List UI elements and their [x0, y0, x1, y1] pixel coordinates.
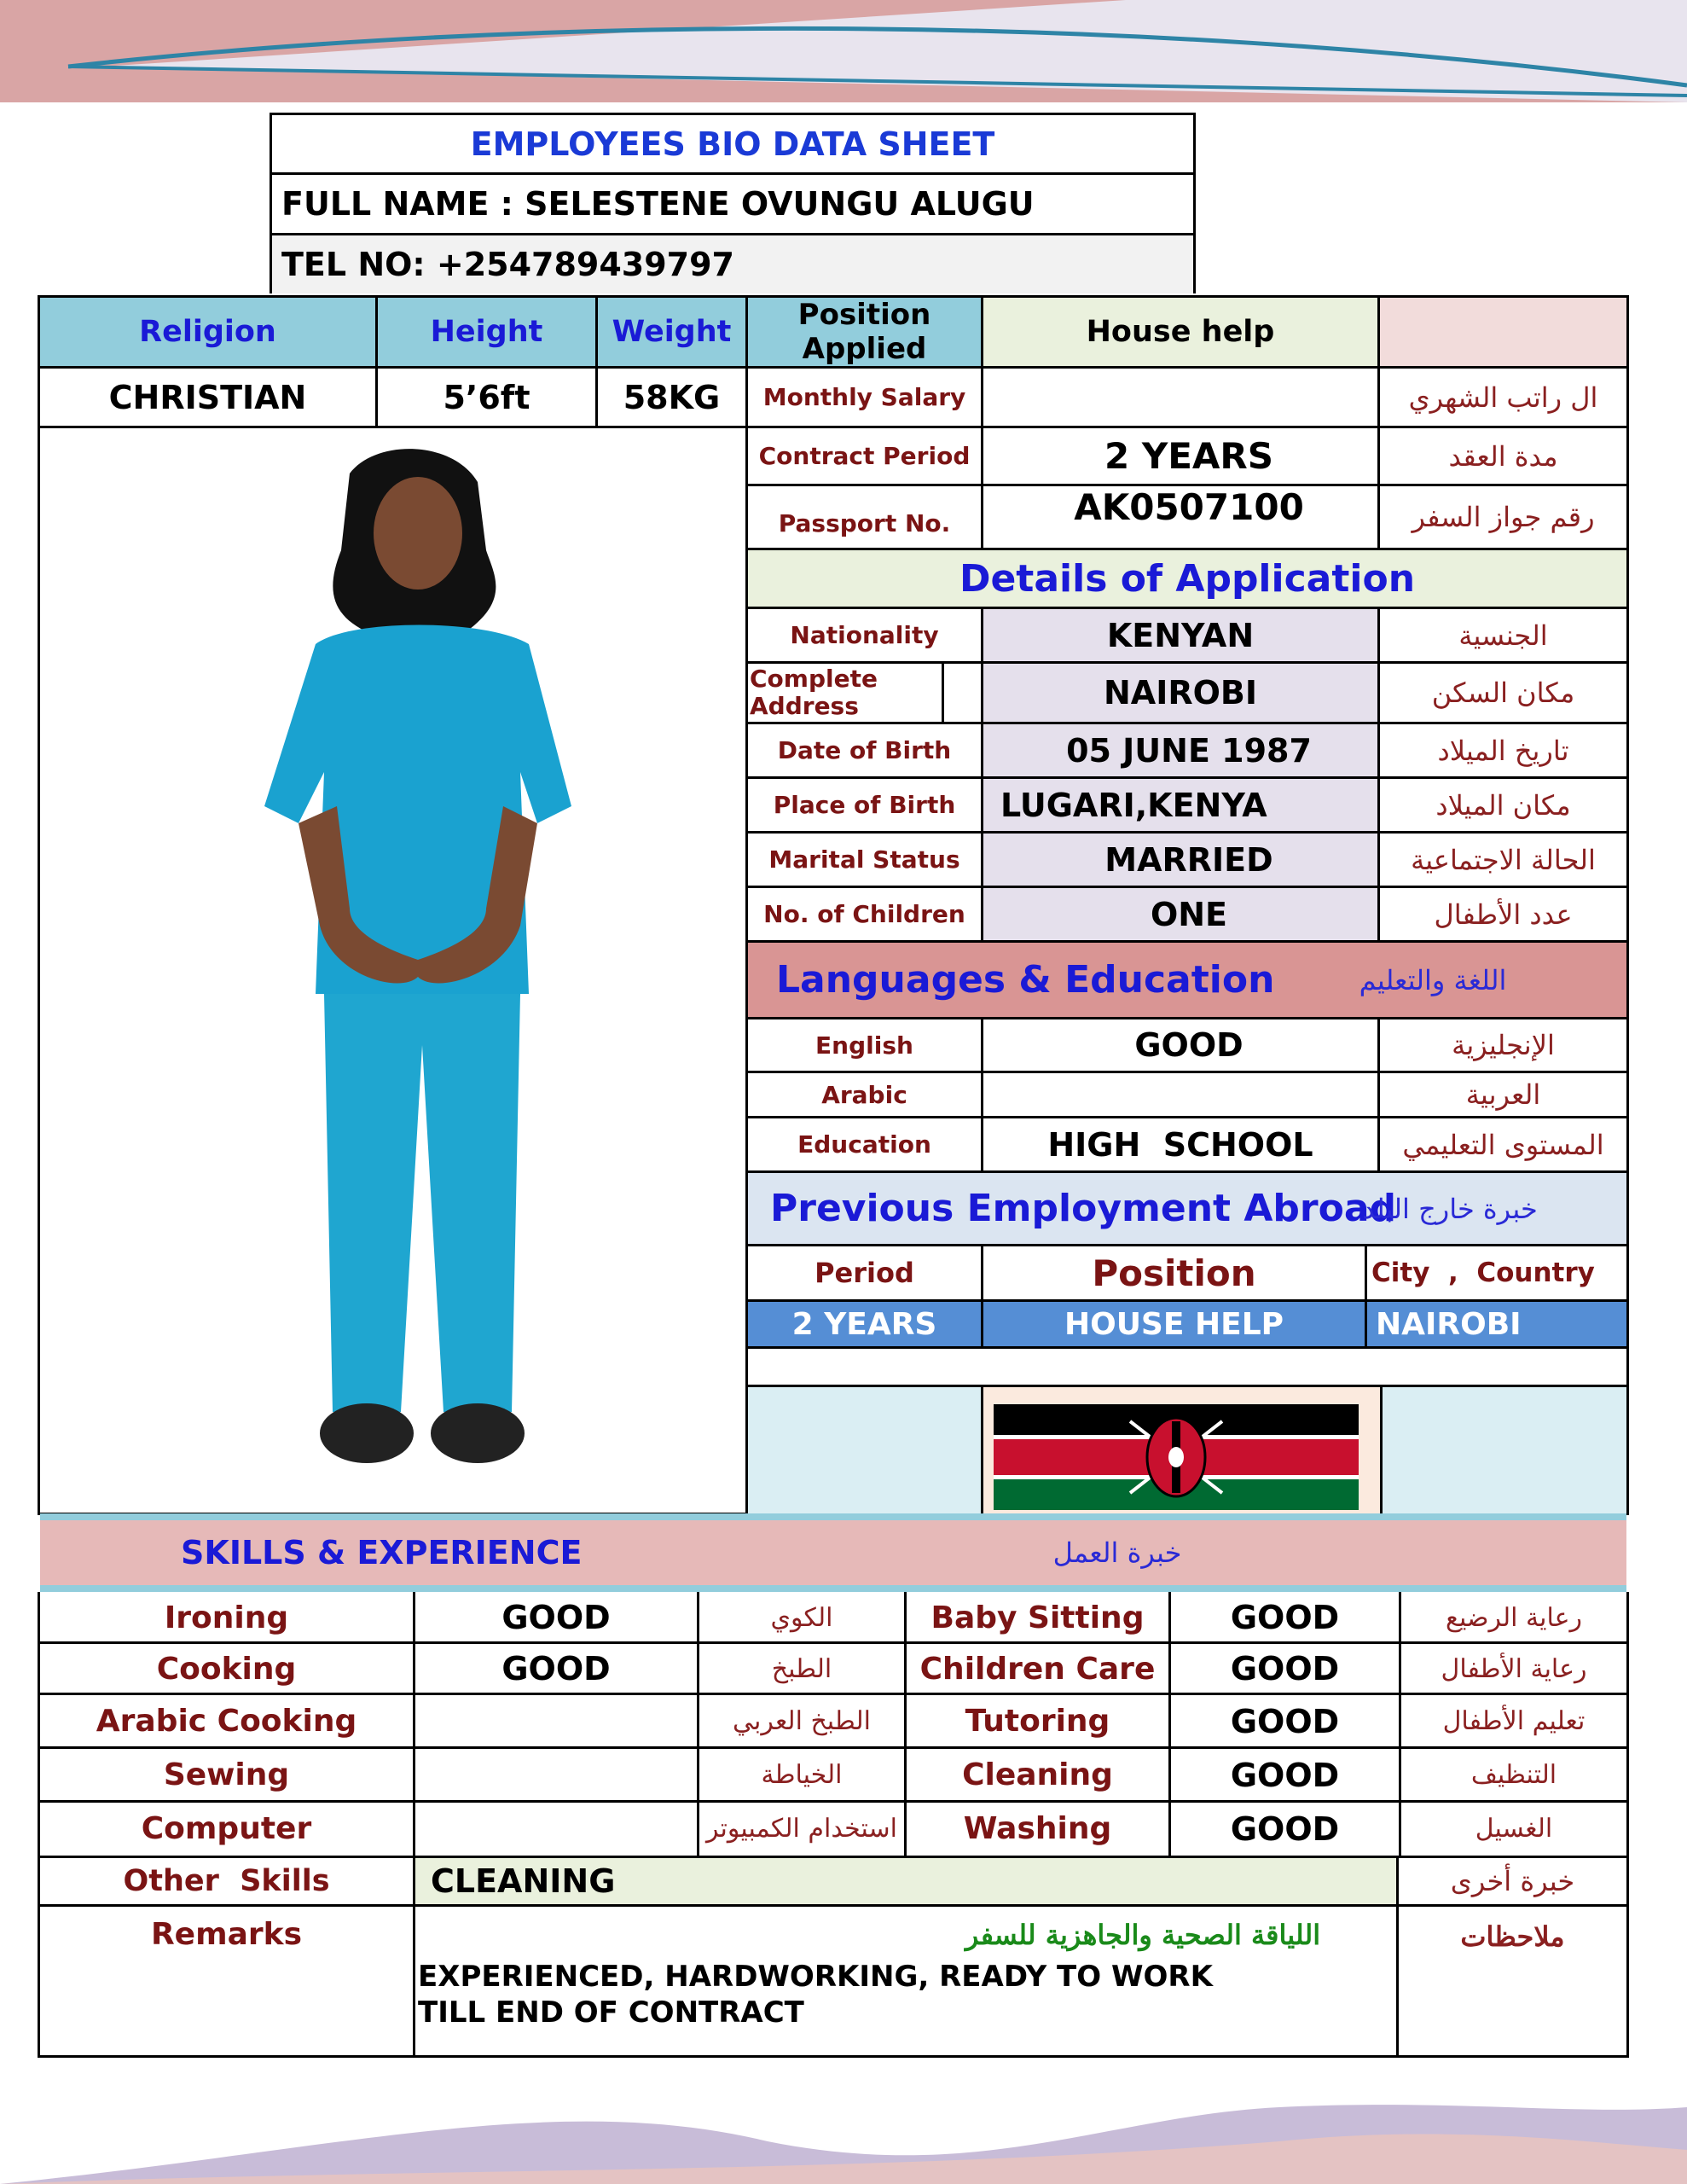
position-arabic-blank	[1380, 298, 1626, 366]
contract-arabic: مدة العقد	[1448, 439, 1558, 473]
skill-right-1: Children Care	[907, 1643, 1171, 1694]
skill-right-ar-0: رعاية الرضيع	[1445, 1602, 1583, 1633]
english-value: GOOD	[983, 1019, 1380, 1071]
flag-row-right	[1380, 1387, 1626, 1515]
period-label: Period	[748, 1246, 983, 1299]
skill-right-val-1: GOOD	[1171, 1643, 1401, 1694]
remarks-text: EXPERIENCED, HARDWORKING, READY TO WORK TILL END OF CONTRACT	[418, 1960, 1213, 2030]
skill-left-ar-3: الخياطة	[699, 1748, 907, 1802]
address-label: Complete Address	[748, 664, 944, 722]
contract-label: Contract Period	[748, 428, 983, 484]
details-title: Details of Application	[748, 550, 1626, 607]
children-label: No. of Children	[748, 888, 983, 940]
emp-position-label: Position	[983, 1246, 1367, 1299]
top-wave-decoration	[0, 0, 1687, 107]
skill-left-ar-0: الكوي	[699, 1592, 907, 1643]
contract-value: 2 YEARS	[983, 428, 1380, 484]
emp-position-value: HOUSE HELP	[983, 1302, 1367, 1346]
passport-value: AK0507100	[983, 486, 1380, 548]
telephone: TEL NO: +254789439797	[272, 235, 1193, 293]
education-arabic: المستوى التعليمي	[1402, 1128, 1604, 1161]
skill-right-val-0: GOOD	[1171, 1592, 1401, 1643]
skill-left-4: Computer	[40, 1802, 415, 1856]
dob-arabic: تاريخ الميلاد	[1437, 734, 1569, 767]
marital-label: Marital Status	[748, 834, 983, 886]
height-label: Height	[378, 298, 598, 366]
languages-title-arabic: اللغة والتعليم	[1359, 963, 1507, 996]
pob-arabic: مكان الميلاد	[1435, 788, 1571, 822]
city-country-label: City , Country	[1371, 1258, 1595, 1288]
skill-right-val-4: GOOD	[1171, 1802, 1401, 1856]
remarks-arabic: ملاحظات	[1460, 1920, 1565, 1953]
position-label: Position Applied	[748, 298, 983, 366]
salary-label: Monthly Salary	[748, 369, 983, 426]
skill-left-val-3	[415, 1748, 699, 1802]
skill-right-val-2: GOOD	[1171, 1694, 1401, 1748]
skill-right-ar-2: تعليم الأطفال	[1442, 1706, 1586, 1736]
dob-value: 05 JUNE 1987	[983, 724, 1380, 776]
skill-right-ar-3: التنظيف	[1470, 1760, 1557, 1790]
other-skills-label: Other Skills	[40, 1858, 415, 1904]
children-value: ONE	[983, 888, 1380, 940]
flag-row-left	[748, 1387, 983, 1515]
salary-arabic: ال راتب الشهري	[1408, 380, 1598, 414]
education-label: Education	[748, 1118, 983, 1170]
other-skills-value: CLEANING	[415, 1858, 1399, 1904]
address-value: NAIROBI	[983, 664, 1380, 722]
full-name: FULL NAME : SELESTENE OVUNGU ALUGU	[281, 185, 1035, 223]
skill-left-0: Ironing	[40, 1592, 415, 1643]
employment-title-arabic: خبرة خارج البلد	[1362, 1192, 1538, 1225]
skill-left-val-1: GOOD	[415, 1643, 699, 1694]
skill-left-val-0: GOOD	[415, 1592, 699, 1643]
period-value: 2 YEARS	[748, 1302, 983, 1346]
pob-label: Place of Birth	[748, 779, 983, 831]
skill-left-ar-2: الطبخ العربي	[699, 1694, 907, 1748]
skill-right-3: Cleaning	[907, 1748, 1171, 1802]
remarks-label: Remarks	[40, 1907, 415, 2058]
height-value: 5’6ft	[378, 369, 598, 426]
religion-label: Religion	[40, 298, 378, 366]
children-arabic: عدد الأطفال	[1434, 897, 1573, 931]
skill-left-val-4	[415, 1802, 699, 1856]
english-label: English	[748, 1019, 983, 1071]
skill-right-4: Washing	[907, 1802, 1171, 1856]
weight-value: 58KG	[598, 369, 748, 426]
passport-arabic: رقم جواز السفر	[1412, 501, 1595, 533]
skill-left-2: Arabic Cooking	[40, 1694, 415, 1748]
education-value: HIGH SCHOOL	[983, 1118, 1380, 1170]
employment-title: Previous Employment Abroad	[770, 1187, 1397, 1230]
skill-right-2: Tutoring	[907, 1694, 1171, 1748]
nationality-label: Nationality	[748, 609, 983, 661]
religion-value: CHRISTIAN	[40, 369, 378, 426]
position-value: House help	[983, 298, 1380, 366]
city-value: NAIROBI	[1367, 1302, 1626, 1346]
nationality-value: KENYAN	[983, 609, 1380, 661]
skill-right-val-3: GOOD	[1171, 1748, 1401, 1802]
address-arabic: مكان السكن	[1431, 677, 1575, 709]
languages-title: Languages & Education	[776, 958, 1275, 1002]
dob-label: Date of Birth	[748, 724, 983, 776]
arabic-label: Arabic	[748, 1073, 983, 1116]
skill-left-3: Sewing	[40, 1748, 415, 1802]
marital-arabic: الحالة الاجتماعية	[1411, 843, 1596, 876]
bottom-wave-decoration	[0, 2090, 1687, 2184]
skill-left-val-2	[415, 1694, 699, 1748]
remarks-green-arabic: اللياقة الصحية والجاهزية للسفر	[965, 1918, 1321, 1951]
pob-value: LUGARI,KENYA	[983, 779, 1380, 831]
marital-value: MARRIED	[983, 834, 1380, 886]
arabic-arabic: العربية	[1465, 1078, 1541, 1111]
skills-top-bar	[40, 1513, 1626, 1520]
salary-value	[983, 369, 1380, 426]
skill-right-0: Baby Sitting	[907, 1592, 1171, 1643]
skill-right-ar-4: الغسيل	[1475, 1814, 1553, 1844]
skill-right-ar-1: رعاية الأطفال	[1441, 1653, 1587, 1684]
candidate-photo	[205, 448, 614, 1506]
weight-label: Weight	[598, 298, 748, 366]
english-arabic: الإنجليزية	[1452, 1029, 1555, 1061]
kenya-flag	[994, 1404, 1359, 1510]
arabic-value	[983, 1073, 1380, 1116]
passport-label: Passport No.	[748, 486, 983, 548]
other-skills-arabic: خبرة أخرى	[1450, 1865, 1575, 1897]
skill-left-ar-4: استخدام الكمبيوتر	[699, 1802, 907, 1856]
sheet-title: EMPLOYEES BIO DATA SHEET	[470, 125, 995, 163]
skills-title-arabic: خبرة العمل	[1052, 1536, 1182, 1569]
skill-left-ar-1: الطبخ	[699, 1643, 907, 1694]
skill-left-1: Cooking	[40, 1643, 415, 1694]
skills-title: SKILLS & EXPERIENCE	[181, 1534, 583, 1571]
nationality-arabic: الجنسية	[1458, 619, 1548, 652]
